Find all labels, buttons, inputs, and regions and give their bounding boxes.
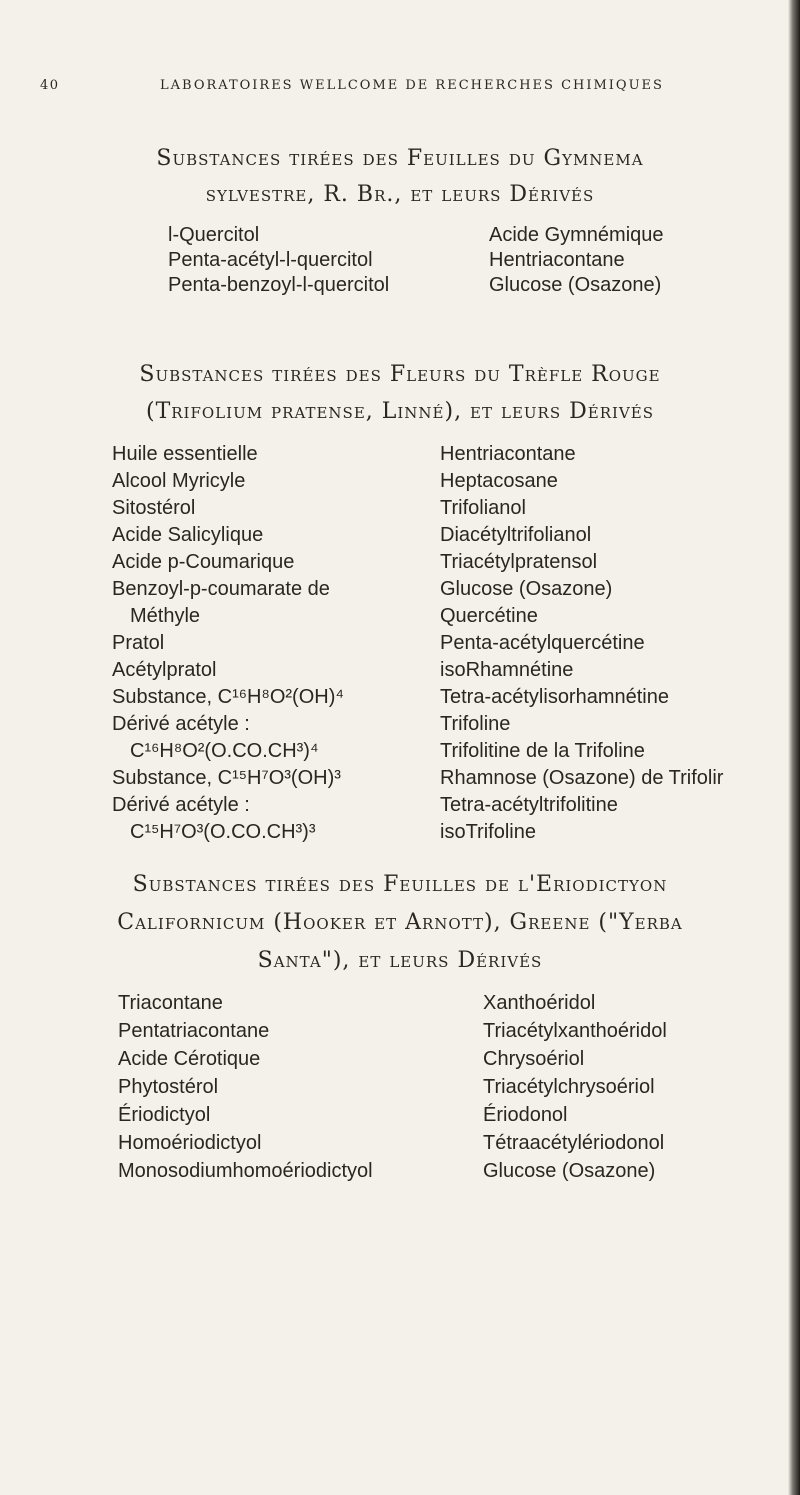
section-2-left-column <box>112 441 344 846</box>
list-item: Sitostérol <box>112 497 196 519</box>
list-item: isoRhamnétine <box>440 659 574 681</box>
section-2-title-line-2: (Trifolium pratense, Linné), et leurs Dérivés <box>146 399 654 424</box>
running-head: LABORATOIRES WELLCOME DE RECHERCHES CHIMIQUES <box>160 78 664 93</box>
list-item: Xanthoéridol <box>483 992 596 1014</box>
list-item: Rhamnose (Osazone) de Trifolir <box>440 767 724 789</box>
section-3-title-line-2: Californicum (Hooker et Arnott), Greene ("Yerba <box>117 910 683 935</box>
list-item: Benzoyl-p-coumarate de <box>112 578 330 600</box>
section-2-title-line-1: Substances tirées des Fleurs du Trèfle Rouge <box>139 362 661 387</box>
list-item: Triacontane <box>118 992 223 1014</box>
list-item: Substance, C¹⁵H⁷O³(OH)³ <box>112 767 341 789</box>
page-edge-shadow <box>788 0 800 1495</box>
list-item: Triacétylxanthoéridol <box>483 1020 667 1042</box>
list-item: Chrysoériol <box>483 1048 585 1070</box>
list-item: Acide Salicylique <box>112 524 264 546</box>
section-3-right-column <box>483 990 667 1186</box>
list-item: Ériodonol <box>483 1104 568 1126</box>
list-item: Glucose (Osazone) <box>489 274 662 296</box>
page-number: 40 <box>40 78 60 93</box>
section-1-left-column <box>168 222 389 297</box>
list-item: Penta-benzoyl-l-quercitol <box>168 274 390 296</box>
list-item: Penta-acétylquercétine <box>440 632 645 654</box>
list-item: isoTrifoline <box>440 821 536 843</box>
list-item: C¹⁵H⁷O³(O.CO.CH³)³ <box>130 821 316 843</box>
list-item: Tetra-acétylisorhamnétine <box>440 686 669 708</box>
list-item: Trifolianol <box>440 497 526 519</box>
list-item: Méthyle <box>130 605 201 627</box>
list-item: Acétylpratol <box>112 659 217 681</box>
list-item: Acide p-Coumarique <box>112 551 295 573</box>
list-item: Phytostérol <box>118 1076 219 1098</box>
section-1-right-column <box>489 222 664 297</box>
list-item: Diacétyltrifolianol <box>440 524 592 546</box>
list-item: Acide Gymnémique <box>489 224 664 246</box>
list-item: Triacétylpratensol <box>440 551 598 573</box>
section-3-title-line-3: Santa"), et leurs Dérivés <box>257 948 543 973</box>
list-item: Pentatriacontane <box>118 1020 270 1042</box>
list-item: l-Quercitol <box>168 224 260 246</box>
list-item: Acide Cérotique <box>118 1048 261 1070</box>
list-item: Substance, C¹⁶H⁸O²(OH)⁴ <box>112 686 344 708</box>
list-item: Huile essentielle <box>112 443 258 465</box>
list-item: Dérivé acétyle : <box>112 713 250 735</box>
section-1-title-line-1: Substances tirées des Feuilles du Gymnema <box>156 146 644 171</box>
list-item: Penta-acétyl-l-quercitol <box>168 249 373 271</box>
list-item: Glucose (Osazone) <box>440 578 613 600</box>
list-item: Hentriacontane <box>440 443 576 465</box>
list-item: Heptacosane <box>440 470 558 492</box>
list-item: Quercétine <box>440 605 538 627</box>
list-item: Triacétylchrysoériol <box>483 1076 655 1098</box>
section-3-left-column <box>118 990 373 1186</box>
list-item: Hentriacontane <box>489 249 625 271</box>
list-item: C¹⁶H⁸O²(O.CO.CH³)⁴ <box>130 740 319 762</box>
list-item: Alcool Myricyle <box>112 470 246 492</box>
list-item: Pratol <box>112 632 165 654</box>
list-item: Trifolitine de la Trifoline <box>440 740 645 762</box>
list-item: Ériodictyol <box>118 1104 211 1126</box>
list-item: Trifoline <box>440 713 511 735</box>
list-item: Dérivé acétyle : <box>112 794 250 816</box>
list-item: Glucose (Osazone) <box>483 1160 656 1182</box>
section-1-title-line-2: sylvestre, R. Br., et leurs Dérivés <box>205 182 595 207</box>
list-item: Homoériodictyol <box>118 1132 262 1154</box>
list-item: Tetra-acétyltrifolitine <box>440 794 618 816</box>
section-3-title-line-1: Substances tirées des Feuilles de l'Eriodictyon <box>132 872 668 897</box>
list-item: Tétraacétylériodonol <box>483 1132 665 1154</box>
section-2-right-column <box>440 441 723 846</box>
list-item: Monosodiumhomoériodictyol <box>118 1160 373 1182</box>
